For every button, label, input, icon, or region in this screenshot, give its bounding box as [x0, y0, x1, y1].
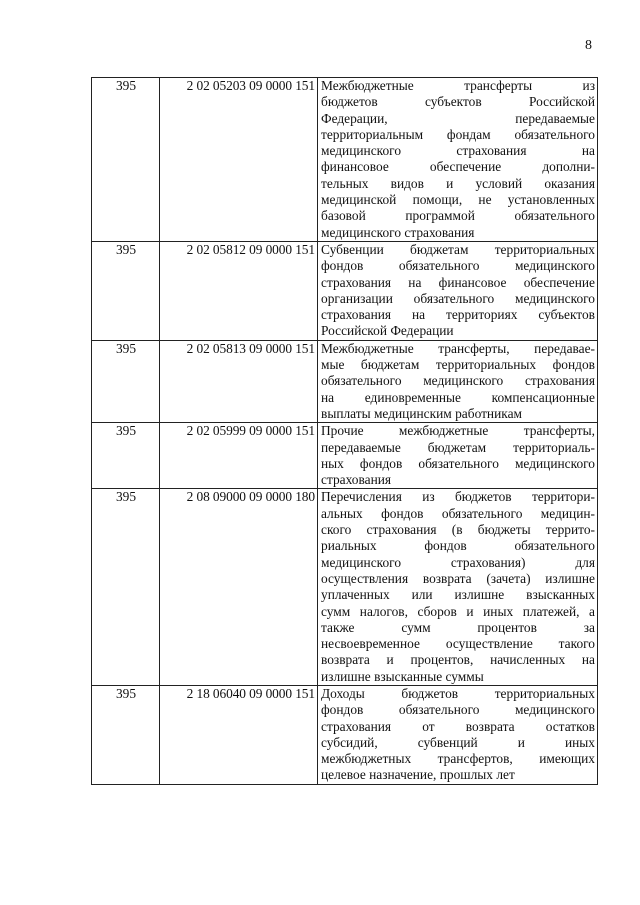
- description-line: Российской Федерации: [321, 323, 454, 339]
- revenue-description-cell: [318, 78, 598, 242]
- page-number: 8: [585, 38, 592, 53]
- description-line: территориальным фондам обязательного: [321, 126, 595, 142]
- description-line: финансовое обеспечение дополни-: [321, 159, 595, 175]
- admin-code-cell: 395: [92, 489, 160, 686]
- admin-code-cell: 395: [92, 423, 160, 489]
- description-line: уплаченных или излишне взысканных: [321, 587, 595, 603]
- table-row: [92, 685, 598, 784]
- revenue-description-cell: [318, 423, 598, 489]
- revenue-description-cell: [318, 241, 598, 340]
- description-line: межбюджетных трансфертов, имеющих: [321, 751, 595, 767]
- description-line: бюджетов субъектов Российской: [321, 94, 595, 110]
- description-line: медицинского страхования на: [321, 143, 595, 159]
- description-line: осуществления возврата (зачета) излишне: [321, 570, 595, 586]
- description-line: страхования от возврата остатков: [321, 718, 595, 734]
- description-line: страхования на территориях субъектов: [321, 307, 595, 323]
- description-line: риальных фондов обязательного: [321, 538, 595, 554]
- admin-code-cell: 395: [92, 78, 160, 242]
- description-line: ных фондов обязательного медицинского: [321, 455, 595, 471]
- description-line: базовой программой обязательного: [321, 208, 595, 224]
- description-line: Межбюджетные трансферты из: [321, 78, 595, 93]
- description-line: обязательного медицинского страхования: [321, 373, 595, 389]
- description-line: альных фондов обязательного медицин-: [321, 505, 595, 521]
- admin-code-cell: 395: [92, 241, 160, 340]
- budget-classification-code-cell: 2 02 05812 09 0000 151: [160, 241, 318, 340]
- description-line: субсидий, субвенций и иных: [321, 734, 595, 750]
- budget-classification-code-cell: 2 02 05813 09 0000 151: [160, 340, 318, 422]
- description-line: передаваемые бюджетам территориаль-: [321, 439, 595, 455]
- table-row: [92, 340, 598, 422]
- description-line: выплаты медицинским работникам: [321, 405, 522, 421]
- revenue-classification-table: [91, 77, 598, 785]
- budget-classification-code-cell: 2 02 05999 09 0000 151: [160, 423, 318, 489]
- description-line: Федерации, передаваемые: [321, 110, 595, 126]
- revenue-description-cell: [318, 340, 598, 422]
- budget-classification-code-cell: 2 02 05203 09 0000 151: [160, 78, 318, 242]
- description-line: возврата и процентов, начисленных на: [321, 652, 595, 668]
- description-line: ского страхования (в бюджеты террито-: [321, 522, 595, 538]
- description-line: излишне взысканные суммы: [321, 668, 484, 684]
- description-line: фондов обязательного медицинского: [321, 258, 595, 274]
- description-line: Субвенции бюджетам территориальных: [321, 241, 595, 257]
- admin-code-cell: 395: [92, 685, 160, 784]
- description-line: медицинского страхования) для: [321, 554, 595, 570]
- description-line: несвоевременное осуществление такого: [321, 636, 595, 652]
- description-line: Перечисления из бюджетов территори-: [321, 489, 595, 505]
- description-line: медицинского страхования: [321, 224, 475, 240]
- description-line: Межбюджетные трансферты, передавае-: [321, 340, 595, 356]
- revenue-description-cell: [318, 685, 598, 784]
- description-line: тельных видов и условий оказания: [321, 175, 595, 191]
- description-line: также сумм процентов за: [321, 619, 595, 635]
- admin-code-cell: 395: [92, 340, 160, 422]
- description-line: сумм налогов, сборов и иных платежей, а: [321, 603, 595, 619]
- description-line: фондов обязательного медицинского: [321, 702, 595, 718]
- budget-classification-code-cell: 2 18 06040 09 0000 151: [160, 685, 318, 784]
- description-line: медицинской помощи, не установленных: [321, 192, 595, 208]
- description-line: Прочие межбюджетные трансферты,: [321, 423, 595, 439]
- table-row: [92, 241, 598, 340]
- table-row: [92, 78, 598, 242]
- table-row: [92, 423, 598, 489]
- budget-classification-code-cell: 2 08 09000 09 0000 180: [160, 489, 318, 686]
- table-body: [92, 78, 598, 785]
- description-line: страхования: [321, 472, 392, 488]
- description-line: страхования на финансовое обеспечение: [321, 274, 595, 290]
- revenue-description-cell: [318, 489, 598, 686]
- table-row: [92, 489, 598, 686]
- description-line: целевое назначение, прошлых лет: [321, 767, 515, 783]
- description-line: на единовременные компенсационные: [321, 389, 595, 405]
- description-line: организации обязательного медицинского: [321, 290, 595, 306]
- description-line: Доходы бюджетов территориальных: [321, 685, 595, 701]
- description-line: мые бюджетам территориальных фондов: [321, 357, 595, 373]
